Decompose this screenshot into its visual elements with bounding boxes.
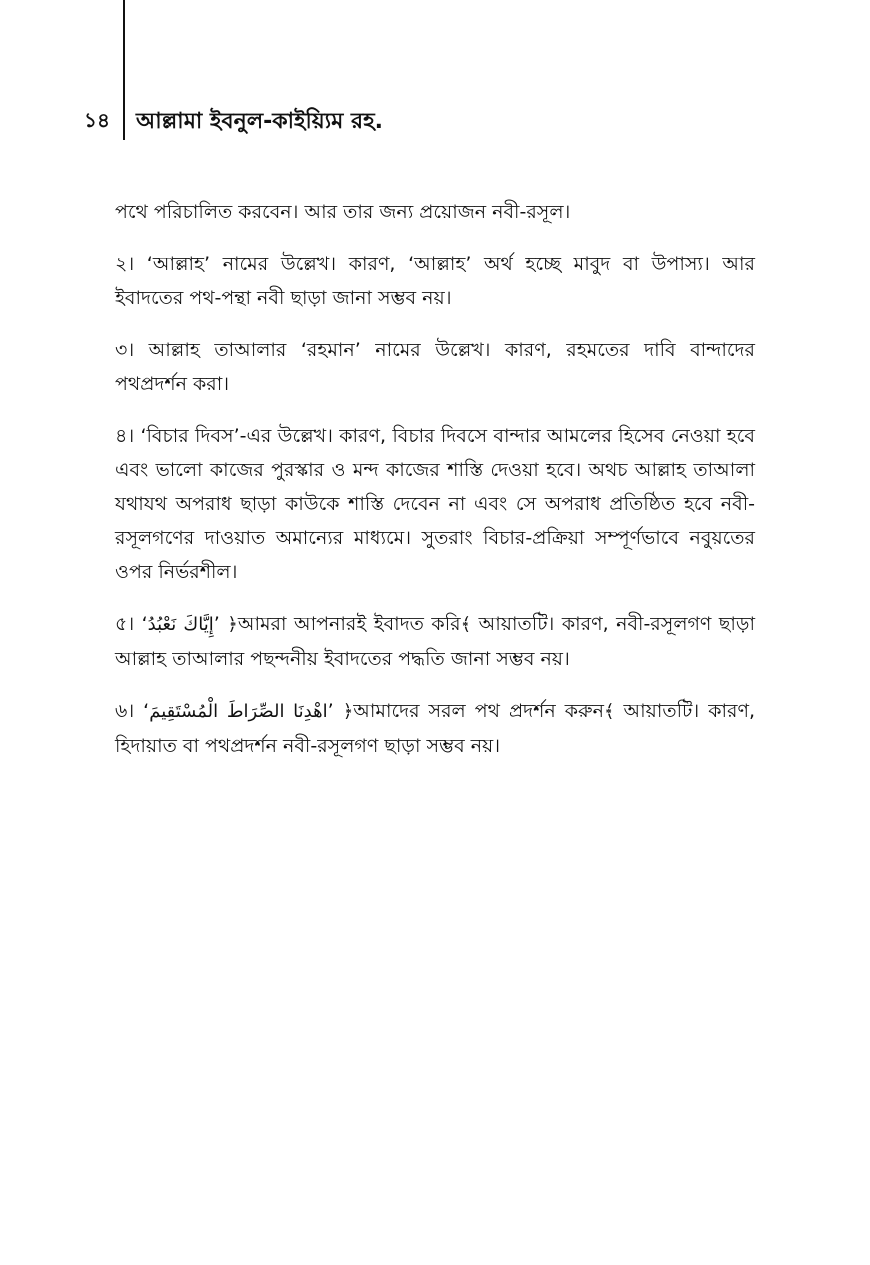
page-number: ১৪ (84, 108, 110, 132)
quran-bracket-open: ﴿ (342, 701, 354, 722)
point-6-explanation: আয়াতটি। কারণ, হিদায়াত বা পথপ্রদর্শন নবী-রসূলগণ ছাড়া সম্ভব নয়। (115, 700, 756, 757)
point-6-quote-close: ’ (327, 700, 334, 722)
verse-6-translation: আমাদের সরল পথ প্রদর্শন করুন (353, 700, 604, 722)
paragraph-point-2: ২। ‘আল্লাহ’ নামের উল্লেখ। কারণ, ‘আল্লাহ’ অর্থ হচ্ছে মাবুদ বা উপাস্য। আর ইবাদতের পথ-পন্থা নবী ছাড়া জানা সম্ভব নয়। (115, 253, 755, 309)
quran-bracket-open: ﴿ (227, 614, 238, 635)
paragraph-point-6 (115, 694, 755, 763)
quran-bracket-close: ﴾ (460, 614, 472, 635)
header-vertical-rule (123, 0, 125, 140)
point-5-prefix: ৫। ‘ (115, 613, 148, 635)
paragraph-point-3: ৩। আল্লাহ তাআলার ‘রহমান’ নামের উল্লেখ। কারণ, রহমতের দাবি বান্দাদের পথপ্রদর্শন করা। (115, 339, 755, 395)
paragraph-point-5 (115, 607, 755, 676)
paragraph-point-4: ৪। ‘বিচার দিবস’-এর উল্লেখ। কারণ, বিচার দিবসে বান্দার আমলের হিসেব নেওয়া হবে এবং ভালো কাজের পুরস্কার ও মন্দ কাজের শাস্তি দেওয়া হবে। অথচ আল্লাহ তাআলা যথাযথ অপরাধ ছাড়া কাউকে শাস্তি দেবেন না এবং সে অপরাধ প্রতিষ্ঠিত হবে নবী-রসূলগণের দাওয়াত অমান্যের মাধ্যমে। সুতরাং বিচার-প্রক্রিয়া সম্পূর্ণভাবে নবুয়তের ওপর নির্ভরশীল। (115, 425, 755, 583)
paragraph-continuation: পথে পরিচালিত করবেন। আর তার জন্য প্রয়োজন নবী-রসূল। (115, 201, 571, 223)
body-text (115, 195, 755, 781)
quran-bracket-close: ﴾ (603, 701, 615, 722)
arabic-verse-6: اهْدِنَا الصِّرَاطَ الْمُسْتَقِيمَ (149, 701, 328, 722)
point-5-quote-close: ’ (213, 613, 220, 635)
point-5-explanation: আয়াতটি। কারণ, নবী-রসূলগণ ছাড়া আল্লাহ তাআলার পছন্দনীয় ইবাদতের পদ্ধতি জানা সম্ভব নয়। (115, 613, 755, 670)
verse-5-translation: আমরা আপনারই ইবাদত করি (237, 613, 461, 635)
point-6-prefix: ৬। ‘ (115, 700, 150, 722)
running-title: আল্লামা ইবনুল-কাইয়্যিম রহ. (136, 109, 384, 134)
arabic-verse-5: إِيَّاكَ نَعْبُدُ (147, 614, 214, 635)
